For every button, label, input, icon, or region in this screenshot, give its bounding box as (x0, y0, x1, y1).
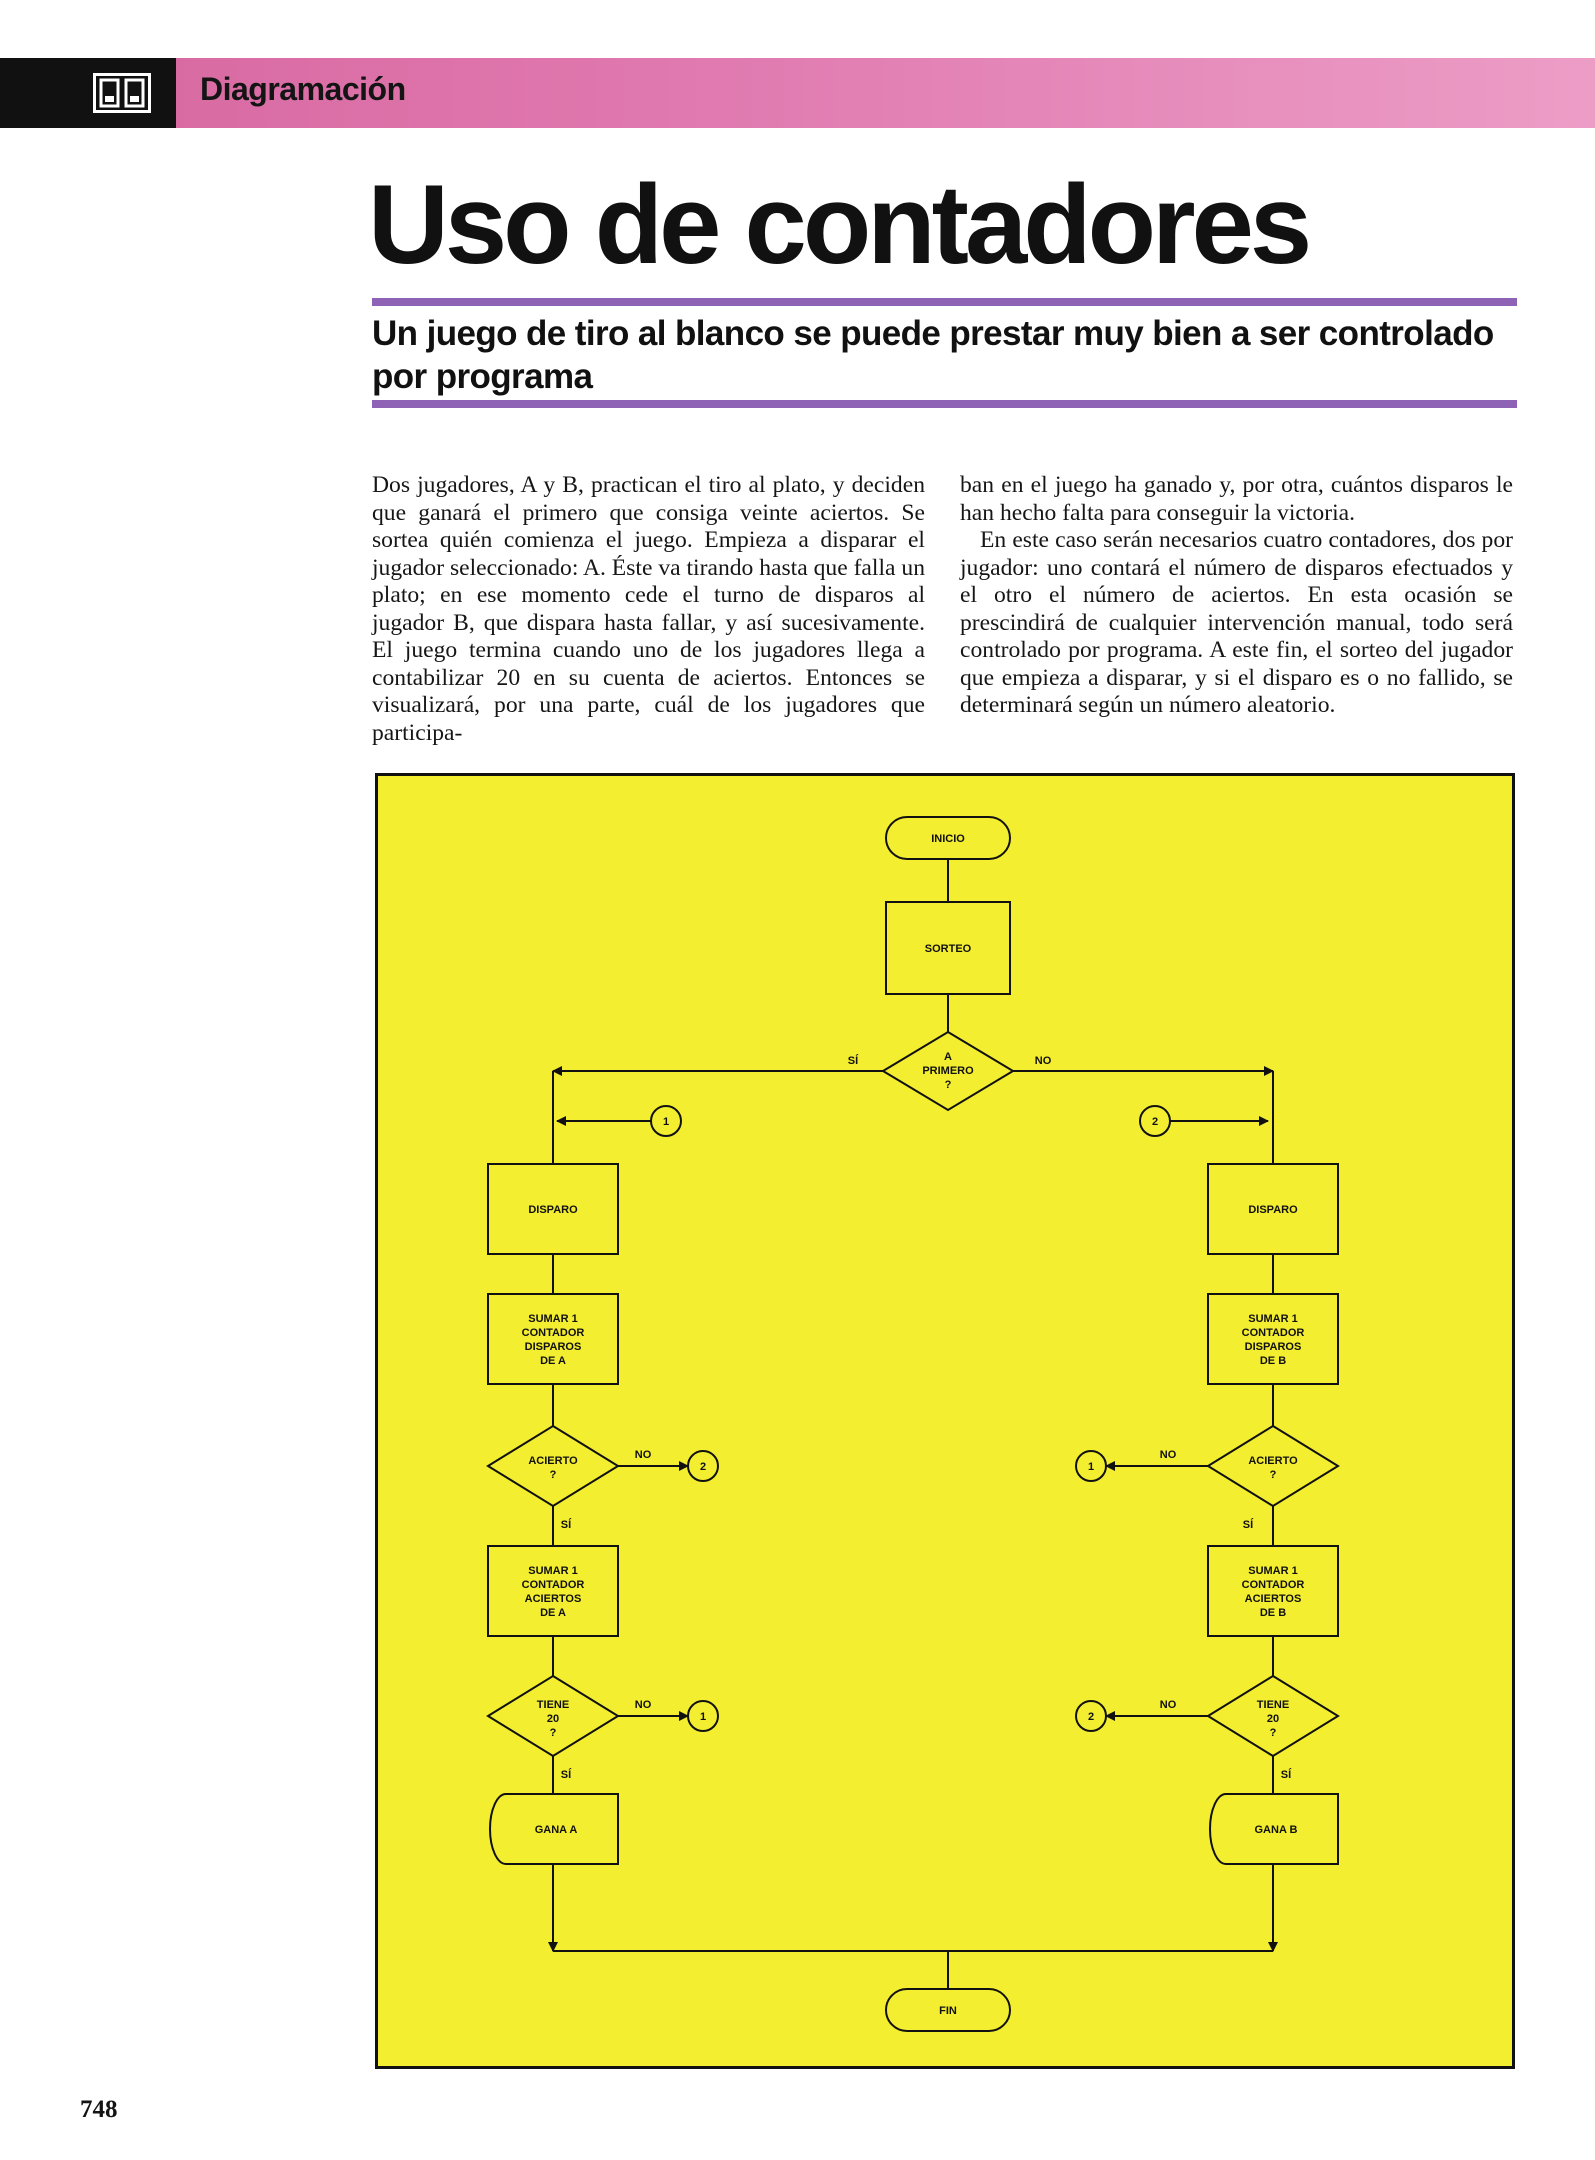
label-no: NO (1159, 1699, 1177, 1711)
connector-1-label: 1 (1087, 1461, 1095, 1473)
label-hit-a: ACIERTO (528, 1455, 578, 1467)
label-no: NO (1034, 1055, 1052, 1067)
label-end: FIN (939, 2005, 957, 2017)
title-rule-top (372, 298, 1517, 306)
label-wins-a: GANA A (534, 1824, 578, 1836)
label-count-hits-b: DE B (1259, 1607, 1287, 1619)
label-count-shots-b: DE B (1259, 1355, 1287, 1367)
label-no: NO (1159, 1449, 1177, 1461)
label-hit-a: ? (549, 1469, 557, 1481)
label-first-q: PRIMERO (922, 1065, 974, 1077)
label-yes: SÍ (560, 1769, 572, 1781)
label-count-shots-b: DISPAROS (1244, 1341, 1302, 1353)
label-yes: SÍ (1280, 1769, 1292, 1781)
node-count-shots-a (488, 1294, 618, 1384)
label-wins-b: GANA B (1254, 1824, 1298, 1836)
page-title: Uso de contadores (368, 162, 1309, 287)
flowchart-edges (553, 859, 1273, 1989)
label-count-shots-b: SUMAR 1 (1248, 1313, 1298, 1325)
label-first-q: A (944, 1051, 952, 1063)
node-count-shots-b (1208, 1294, 1338, 1384)
label-start: INICIO (931, 833, 965, 845)
label-count-shots-a: SUMAR 1 (528, 1313, 578, 1325)
label-yes: SÍ (847, 1055, 859, 1067)
body-column-left (372, 472, 925, 747)
title-rule-bottom (372, 400, 1517, 408)
label-count-hits-a: SUMAR 1 (528, 1565, 578, 1577)
body-paragraph: Dos jugadores, A y B, practican el tiro al plato, y deciden que ganará el primero que consiga veinte aciertos. Se sortea quién comienza el juego. Empieza a disparar el jugador seleccionado: A. Éste va tirando hasta que falla un plato; en ese momento cede el turno de disparos al jugador B, que dispara hasta fallar, y así sucesivamente. El juego termina cuando uno de los jugadores llega a contabilizar 20 en su cuenta de aciertos. Entonces se visualizará, por una parte, cuál de los jugadores que participa- (372, 472, 925, 746)
label-count-hits-b: SUMAR 1 (1248, 1565, 1298, 1577)
connector-1-label: 1 (662, 1116, 670, 1128)
label-count-shots-a: DE A (540, 1355, 566, 1367)
label-has20-b: ? (1269, 1727, 1277, 1739)
section-label: Diagramación (200, 71, 406, 107)
body-column-right (960, 472, 1513, 720)
connector-1-label: 1 (699, 1711, 707, 1723)
label-has20-a: TIENE (536, 1699, 570, 1711)
label-draw: SORTEO (924, 943, 972, 955)
connector-2-label: 2 (699, 1461, 707, 1473)
label-no: NO (634, 1449, 652, 1461)
label-shot-b: DISPARO (1248, 1204, 1298, 1216)
label-hit-b: ACIERTO (1248, 1455, 1298, 1467)
page-subtitle: Un juego de tiro al blanco se puede prestar muy bien a ser controlado por programa (372, 314, 1494, 396)
label-count-shots-a: CONTADOR (521, 1327, 585, 1339)
label-has20-a: 20 (546, 1713, 560, 1725)
flowchart-nodes (488, 817, 1338, 2031)
flowchart-panel (375, 773, 1515, 2069)
label-count-shots-b: CONTADOR (1241, 1327, 1305, 1339)
body-paragraph: ban en el juego ha ganado y, por otra, cuántos disparos le han hecho falta para conseguir la victoria. (960, 472, 1513, 526)
page-number: 748 (80, 2096, 118, 2123)
label-no: NO (634, 1699, 652, 1711)
label-yes: SÍ (560, 1519, 572, 1531)
label-hit-b: ? (1269, 1469, 1277, 1481)
label-yes: SÍ (1242, 1519, 1254, 1531)
label-count-shots-a: DISPAROS (524, 1341, 582, 1353)
connector-2-label: 2 (1087, 1711, 1095, 1723)
label-count-hits-a: CONTADOR (521, 1579, 585, 1591)
label-count-hits-a: DE A (540, 1607, 566, 1619)
label-count-hits-b: ACIERTOS (1244, 1593, 1302, 1605)
flowchart-labels (522, 833, 1305, 2017)
node-count-hits-a (488, 1546, 618, 1636)
label-has20-b: 20 (1266, 1713, 1280, 1725)
label-count-hits-a: ACIERTOS (524, 1593, 582, 1605)
node-count-hits-b (1208, 1546, 1338, 1636)
label-has20-b: TIENE (1256, 1699, 1290, 1711)
connector-2-label: 2 (1151, 1116, 1159, 1128)
label-first-q: ? (944, 1079, 952, 1091)
body-paragraph: En este caso serán necesarios cuatro contadores, dos por jugador: uno contará el número de disparos efectuados y el otro el número de aciertos. En esta ocasión se prescindirá de cualquier intervención manual, todo será controlado por programa. A este fin, el sorteo del jugador que empieza a disparar, y si el disparo es o no fallido, se determinará según un número aleatorio. (960, 527, 1513, 718)
section-logo-icon (93, 73, 151, 113)
flowchart (378, 776, 1518, 2072)
label-count-hits-b: CONTADOR (1241, 1579, 1305, 1591)
label-shot-a: DISPARO (528, 1204, 578, 1216)
label-has20-a: ? (549, 1727, 557, 1739)
